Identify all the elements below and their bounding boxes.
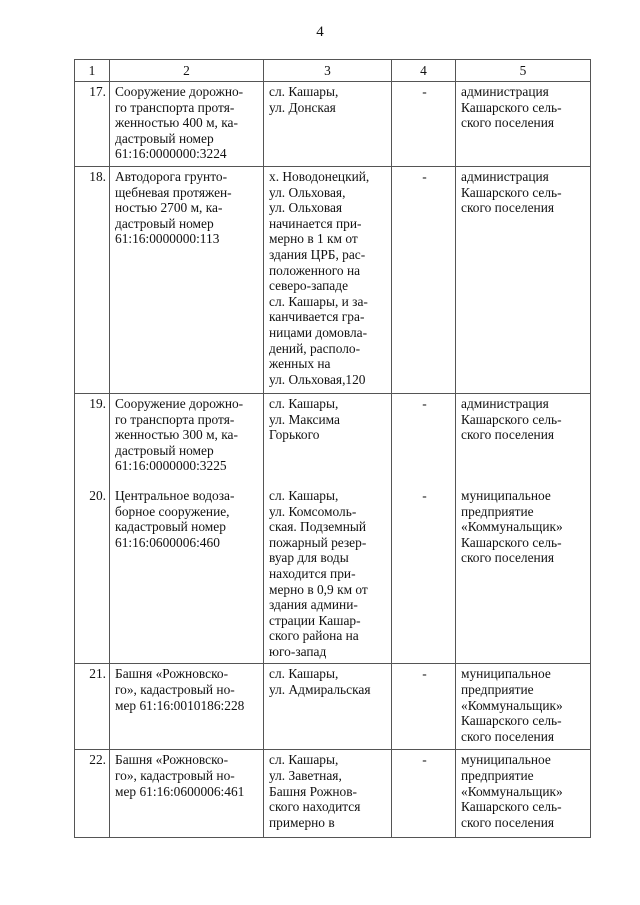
column-header: 2 <box>110 60 264 82</box>
column-header: 4 <box>392 60 456 82</box>
column-header: 3 <box>264 60 392 82</box>
object-owner: администрация Кашарского сель- ского поселения <box>456 82 591 167</box>
object-location: сл. Кашары, ул. Комсомоль- ская. Подземный пожарный резер- вуар для воды находится при- мерно в 0,9 км от здания админи- страции Кашар- ского района на юго-запад <box>264 478 392 664</box>
row-number: 19. <box>75 393 110 477</box>
object-location: сл. Кашары, ул. Заветная, Башня Рожнов- ского находится примерно в <box>264 750 392 838</box>
object-name: Автодорога грунто- щебневая протяжен- ностью 2700 м, ка- дастровый номер 61:16:0000000:113 <box>110 166 264 393</box>
column-4-value: - <box>392 166 456 393</box>
column-4-value: - <box>392 664 456 750</box>
row-number: 22. <box>75 750 110 838</box>
page-number: 4 <box>316 24 324 40</box>
property-table <box>74 59 591 838</box>
table-row <box>75 393 591 477</box>
table-row <box>75 478 591 664</box>
column-4-value: - <box>392 393 456 477</box>
object-name: Центральное водоза- борное сооружение, кадастровый номер 61:16:0600006:460 <box>110 478 264 664</box>
column-header: 5 <box>456 60 591 82</box>
object-location: сл. Кашары, ул. Донская <box>264 82 392 167</box>
row-number: 20. <box>75 478 110 664</box>
column-header: 1 <box>75 60 110 82</box>
table-row <box>75 664 591 750</box>
object-owner: администрация Кашарского сель- ского поселения <box>456 393 591 477</box>
object-owner: администрация Кашарского сель- ского поселения <box>456 166 591 393</box>
object-location: сл. Кашары, ул. Адмиральская <box>264 664 392 750</box>
object-location: х. Новодонецкий, ул. Ольховая, ул. Ольховая начинается при- мерно в 1 км от здания ЦРБ, рас- положенного на северо-западе сл. Кашары, и за- канчивается гра- ницами домовла- дений, располо- женных на ул. Ольховая,120 <box>264 166 392 393</box>
row-number: 18. <box>75 166 110 393</box>
column-4-value: - <box>392 750 456 838</box>
object-name: Башня «Рожновско- го», кадастровый но- мер 61:16:0600006:461 <box>110 750 264 838</box>
object-name: Сооружение дорожно- го транспорта протя- женностью 300 м, ка- дастровый номер 61:16:0000000:3225 <box>110 393 264 477</box>
object-owner: муниципальное предприятие «Коммунальщик» Кашарского сель- ского поселения <box>456 478 591 664</box>
object-name: Башня «Рожновско- го», кадастровый но- мер 61:16:0010186:228 <box>110 664 264 750</box>
table-row <box>75 166 591 393</box>
object-owner: муниципальное предприятие «Коммунальщик» Кашарского сель- ского поселения <box>456 664 591 750</box>
row-number: 17. <box>75 82 110 167</box>
row-number: 21. <box>75 664 110 750</box>
column-4-value: - <box>392 82 456 167</box>
object-owner: муниципальное предприятие «Коммунальщик» Кашарского сель- ского поселения <box>456 750 591 838</box>
table-row <box>75 750 591 838</box>
column-4-value: - <box>392 478 456 664</box>
object-name: Сооружение дорожно- го транспорта протя- женностью 400 м, ка- дастровый номер 61:16:0000000:3224 <box>110 82 264 167</box>
table-header-row <box>75 60 591 82</box>
table-row <box>75 82 591 167</box>
object-location: сл. Кашары, ул. Максима Горького <box>264 393 392 477</box>
